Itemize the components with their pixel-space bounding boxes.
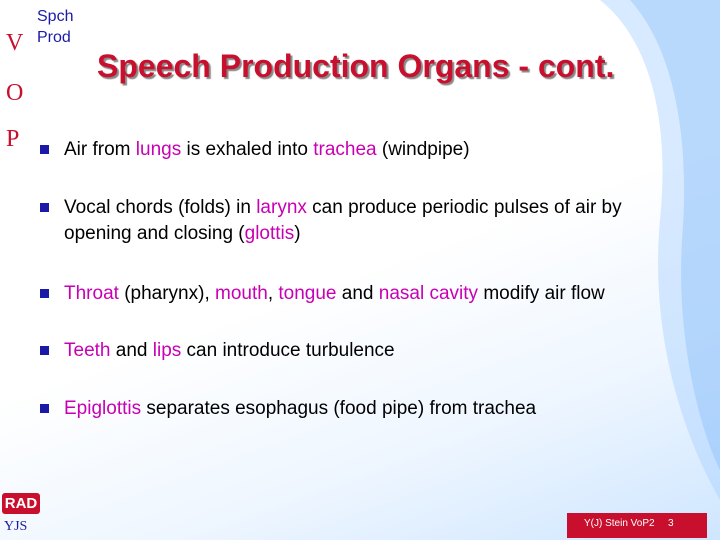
bullet-text-segment: , [267, 283, 279, 304]
rad-logo: RAD [2, 493, 40, 514]
bullet-item [64, 281, 674, 307]
bullet-text-segment: modify air flow [478, 283, 605, 304]
highlighted-term: Throat [64, 283, 119, 304]
highlighted-term: lungs [135, 139, 182, 160]
bullet-text-segment: separates esophagus (food pipe) from trachea [141, 398, 537, 419]
bullet-text-segment: can produce periodic pulses of air by opening and closing ( [64, 197, 622, 244]
bullet-item [64, 195, 674, 247]
topic-label [37, 6, 73, 48]
bullet-text-segment: ) [294, 223, 301, 244]
bullet-marker [40, 145, 49, 154]
highlighted-term: Teeth [64, 340, 111, 361]
bullet-text-segment: (windpipe) [376, 139, 470, 160]
highlighted-term: glottis [244, 223, 295, 244]
highlighted-term: Epiglottis [64, 398, 142, 419]
bullet-text-segment: can introduce turbulence [181, 340, 395, 361]
bullet-text-segment: is exhaled into [181, 139, 314, 160]
bullet-item [64, 137, 674, 163]
bullet-marker [40, 404, 49, 413]
vertical-letter-v: V [6, 30, 24, 56]
bullet-text-segment: and [110, 340, 153, 361]
bullet-text-segment: Air from [64, 139, 136, 160]
vertical-letter-o: O [6, 80, 24, 106]
bullet-text-segment: Vocal chords (folds) in [64, 197, 257, 218]
highlighted-term: lips [152, 340, 182, 361]
bullet-item [64, 396, 674, 422]
page-number: 3 [668, 518, 674, 529]
highlighted-term: trachea [313, 139, 377, 160]
highlighted-term: nasal cavity [378, 283, 479, 304]
bullet-marker [40, 203, 49, 212]
highlighted-term: mouth [215, 283, 268, 304]
topic-line-2: Prod [37, 29, 71, 46]
bullet-text-segment: and [336, 283, 379, 304]
highlighted-term: tongue [278, 283, 337, 304]
bullet-text-segment: (pharynx), [118, 283, 216, 304]
vertical-letter-p: P [6, 126, 20, 152]
topic-line-1: Spch [37, 8, 74, 25]
bullet-item [64, 338, 674, 364]
bullet-marker [40, 346, 49, 355]
bullet-marker [40, 289, 49, 298]
highlighted-term: larynx [256, 197, 307, 218]
slide-title: Speech Production Organs - cont. [97, 48, 615, 84]
author-initials: YJS [4, 519, 28, 534]
footer-author: Y(J) Stein VoP2 [584, 518, 655, 529]
